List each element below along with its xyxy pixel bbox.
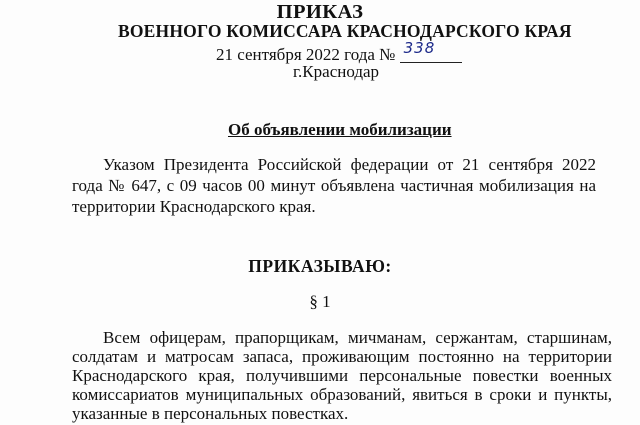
document-subtitle: ВОЕННОГО КОМИССАРА КРАСНОДАРСКОГО КРАЯ — [118, 21, 572, 41]
order-number-field — [400, 39, 462, 60]
section-marker: § 1 — [309, 292, 331, 311]
document-title: ПРИКАЗ — [276, 1, 364, 23]
order-heading: Об объявлении мобилизации — [228, 120, 452, 139]
paragraph-section-1: Всем офицерам, прапорщикам, мичманам, сержантам, старшинам, солдатам и матросам запаса, проживающим постоянно на территории Краснодарского края, получившими персональные повестки военных комиссариатов муниципальных образований, явиться в сроки и пункты, указанные в персональных повестках. — [72, 328, 612, 423]
order-word: ПРИКАЗЫВАЮ: — [248, 256, 392, 276]
order-number: 338 — [403, 39, 436, 57]
city: г.Краснодар — [293, 62, 380, 81]
order-date: 21 сентября 2022 года № — [216, 45, 396, 64]
order-number-underline — [400, 62, 462, 63]
paragraph-decree: Указом Президента Российской федерации от 21 сентября 2022 года № 647, с 09 часов 00 минут объявлена частичная мобилизация на территории Краснодарского края. — [72, 155, 596, 216]
